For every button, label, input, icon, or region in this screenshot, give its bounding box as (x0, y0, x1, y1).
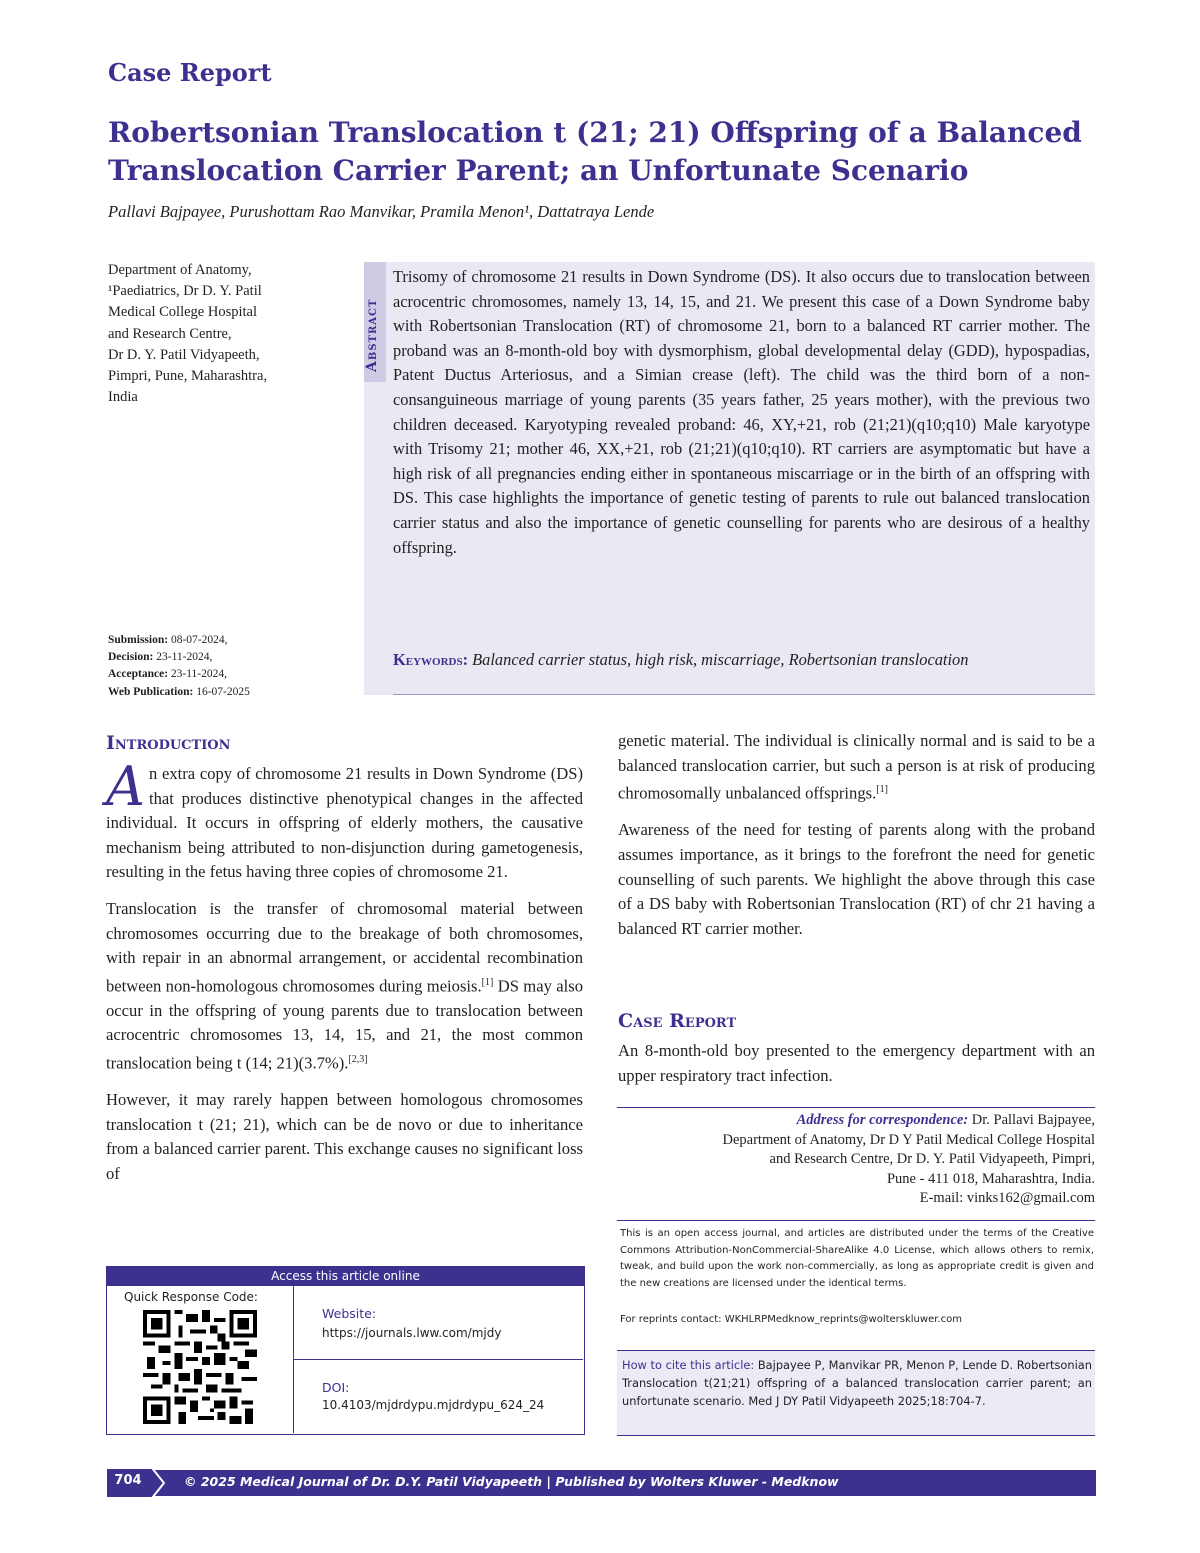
doi-label: DOI: (322, 1380, 350, 1395)
access-online-header: Access this article online (106, 1266, 585, 1286)
how-to-cite: How to cite this article: Bajpayee P, Manvikar PR, Menon P, Lende D. Robertsonian Translocation t(21;21) offspring of a balanced translocation carrier parent; an unfortunate scenario. Med J DY Patil Vidyapeeth 2025;18:704-7. (622, 1358, 1092, 1408)
license-text: This is an open access journal, and articles are distributed under the terms of the Creative Commons Attribution-NonCommercial-ShareAlike 4.0 License, which allows others to remix, tweak, and build upon the work non-commercially, as long as appropriate credit is given and the new creations are licensed under the identical terms. (620, 1228, 1094, 1289)
correspondence-label: Address for correspondence: (796, 1112, 969, 1128)
correspondence-line: Department of Anatomy, Dr D Y Patil Medical College Hospital (722, 1131, 1095, 1148)
doi-link[interactable]: 10.4103/mjdrdypu.mjdrdypu_624_24 (322, 1398, 545, 1412)
footer-copyright: © 2025 Medical Journal of Dr. D.Y. Patil Vidyapeeth | Published by Wolters Kluwer - Medknow (184, 1474, 839, 1489)
website-link[interactable]: https://journals.lww.com/mjdy (322, 1326, 502, 1340)
reprints-contact[interactable]: For reprints contact: WKHLRPMedknow_reprints@wolterskluwer.com (620, 1314, 962, 1325)
affiliation-line: Department of Anatomy, (108, 262, 252, 278)
body-paragraph: Awareness of the need for testing of parents along with the proband assumes importance, as it brings to the forefront the need for genetic counselling of such parents. We highlight the above through this case of a DS baby with Robertsonian Translocation (RT) of chr 21 having a balanced RT carrier mother. (618, 820, 1095, 938)
correspondence-email[interactable]: E-mail: vinks162@gmail.com (919, 1190, 1095, 1206)
case-report-heading: Case Report (618, 1010, 737, 1032)
date-web-publication: Web Publication: 16-07-2025 (108, 685, 250, 698)
date-decision: Decision: 23-11-2024, (108, 651, 213, 664)
affiliation-line: Dr D. Y. Patil Vidyapeeth, (108, 346, 260, 363)
abstract-side-label: Abstract (364, 298, 380, 372)
affiliation-line: Medical College Hospital (108, 304, 257, 321)
qr-code-icon[interactable] (143, 1310, 257, 1424)
affiliation-line: Pimpri, Pune, Maharashtra, (108, 368, 268, 385)
keywords (393, 650, 1090, 670)
citation-ref[interactable]: [1] (876, 784, 888, 796)
correspondence-divider (617, 1107, 1095, 1108)
date-submission: Submission: 08-07-2024, (108, 634, 228, 646)
case-report-paragraph: An 8-month-old boy presented to the emergency department with an upper respiratory tract infection. (618, 1041, 1095, 1085)
website-label: Website: (322, 1306, 377, 1321)
affiliation-line: ¹Paediatrics, Dr D. Y. Patil (108, 283, 262, 300)
correspondence-line: Pune - 411 018, Maharashtra, India. (886, 1170, 1095, 1187)
license-divider (617, 1220, 1095, 1221)
title-line: Translocation Carrier Parent; an Unfortunate Scenario (108, 154, 969, 187)
date-acceptance: Acceptance: 23-11-2024, (108, 668, 228, 681)
article-title (108, 114, 1108, 190)
access-box-divider (293, 1359, 583, 1360)
introduction-heading: Introduction (106, 732, 231, 754)
abstract-text: Trisomy of chromosome 21 results in Down Syndrome (DS). It also occurs due to translocation between acrocentric chromosomes, namely 13, 14, 15, and 21. We present this case of a Down Syndrome baby with Robertsonian Translocation (RT) of chromosome 21, born to a balanced RT carrier mother. The proband was an 8-month-old boy with dysmorphism, global developmental delay (GDD), hypospadias, Patent Ductus Arteriosus, and a Simian crease (left). The child was the third born of a non-consanguineous marriage of young parents (35 years father, 25 years mother), with the previous two children deceased. Karyotyping revealed proband: 46, XY,+21, rob (21;21)(q10;q10) Male karyotype with Trisomy 21; mother 46, XX,+21, rob (21;21)(q10;q10). RT carriers are asymptomatic but have a high risk of all pregnancies ending either in spontaneous miscarriage or in the birth of an offspring with DS. This case highlights the importance of genetic testing of parents to rule out balanced translocation carrier status and also the importance of genetic counselling for parents who are desirous of a healthy offspring. (393, 267, 1090, 557)
keywords-label: Keywords: (393, 650, 469, 669)
intro-paragraph: An extra copy of chromosome 21 results in Down Syndrome (DS) that produces distinctive phenotypical changes in the affected individual. It occurs in offspring of elderly mothers, the causative mechanism being attributed to non-disjunction during gametogenesis, resulting in the fetus having three copies of chromosome 21. (106, 755, 583, 882)
drop-cap: A (106, 755, 145, 818)
keywords-values: Balanced carrier status, high risk, miscarriage, Robertsonian translocation (472, 650, 969, 669)
affiliation (108, 260, 328, 408)
right-column (618, 729, 1095, 953)
qr-code-label: Quick Response Code: (124, 1290, 258, 1304)
intro-paragraph: Translocation is the transfer of chromosomal material between chromosomes occurring due to the breakage of both chromosomes, with repair in an abnormal arrangement, or accidental recombination between non-homologous chromosomes during meiosis.[1] DS may also occur in the offspring of young parents due to translocation between acrocentric chromosomes 13, 14, 15, and 21, the most common translocation being t (14; 21)(3.7%).[2,3] (106, 898, 583, 1073)
cite-label: How to cite this article: (622, 1358, 755, 1372)
left-column (106, 755, 583, 1199)
citation-ref[interactable]: [1] (481, 976, 494, 988)
author-list: Pallavi Bajpayee, Purushottam Rao Manvikar, Pramila Menon¹, Dattatraya Lende (108, 202, 655, 221)
correspondence-line: and Research Centre, Dr D. Y. Patil Vidyapeeth, Pimpri, (769, 1151, 1095, 1167)
publication-dates (108, 632, 348, 701)
citation-ref[interactable]: [2,3] (348, 1054, 368, 1066)
title-line: Robertsonian Translocation t (21; 21) Offspring of a Balanced (108, 116, 1082, 149)
affiliation-line: and Research Centre, (108, 325, 232, 342)
intro-paragraph: However, it may rarely happen between homologous chromosomes translocation t (21; 21), which can be de novo or due to inheritance from a balanced carrier parent. This exchange causes no significant loss of (106, 1090, 583, 1183)
page-number: 704 (114, 1473, 142, 1488)
affiliation-line: India (108, 389, 138, 406)
correspondence-address: Address for correspondence: Dr. Pallavi Bajpayee, Department of Anatomy, Dr D Y Patil Medical College Hospital and Research Centre, Dr D. Y. Patil Vidyapeeth, Pimpri, Pune - 411 018, Maharashtra, India. E-mail: vinks162@gmail.com (617, 1111, 1095, 1209)
body-paragraph: genetic material. The individual is clinically normal and is said to be a balanced translocation carrier, but such a person is at risk of producing chromosomally unbalanced offsprings.[1] (618, 731, 1095, 803)
article-type-label: Case Report (108, 58, 272, 87)
abstract-divider (393, 694, 1095, 695)
